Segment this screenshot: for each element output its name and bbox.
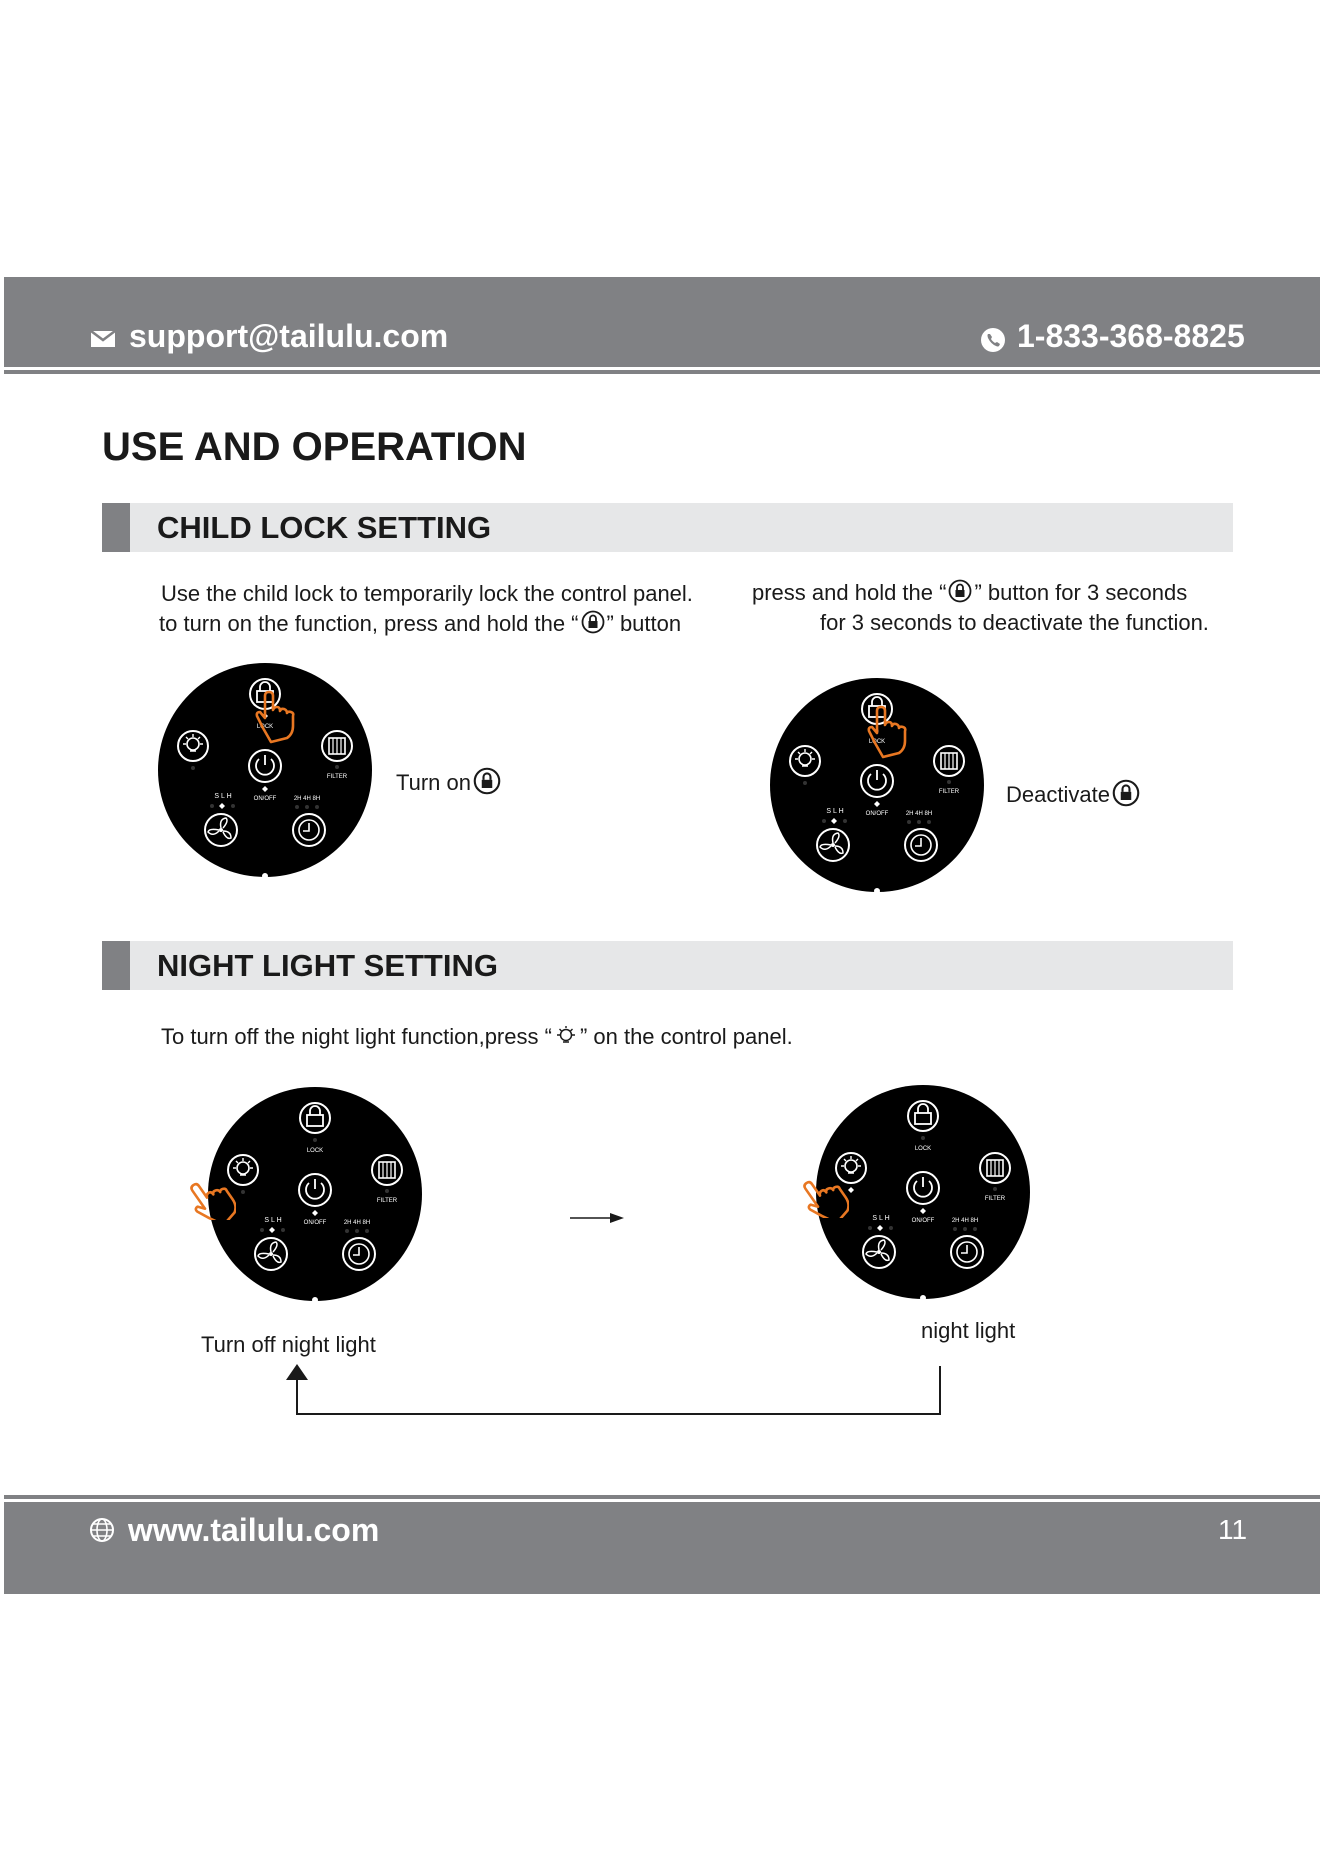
lock-icon — [1112, 779, 1140, 813]
globe-icon — [89, 1517, 115, 1548]
svg-text:ON/OFF: ON/OFF — [911, 1218, 935, 1224]
svg-text:FILTER: FILTER — [984, 1196, 1006, 1202]
page-title: USE AND OPERATION — [102, 425, 527, 469]
email-icon — [90, 329, 116, 354]
child-lock-right-line2: for 3 seconds to deactivate the function. — [820, 610, 1209, 635]
svg-text:ON/OFF: ON/OFF — [303, 1220, 327, 1226]
footer-rule — [4, 1495, 1320, 1499]
light-bulb-icon — [554, 1023, 578, 1053]
svg-text:LOCK: LOCK — [256, 724, 274, 730]
svg-text:S L H: S L H — [214, 793, 232, 800]
svg-text:FILTER: FILTER — [326, 774, 348, 780]
svg-text:LOCK: LOCK — [914, 1146, 932, 1152]
child-lock-title: CHILD LOCK SETTING — [157, 510, 492, 545]
hand-pointer-icon — [180, 1164, 236, 1225]
night-light-title: NIGHT LIGHT SETTING — [157, 948, 498, 983]
hand-pointer-icon — [793, 1162, 849, 1223]
lock-icon — [581, 610, 605, 640]
caption-deactivate: Deactivate — [1006, 779, 1142, 813]
child-lock-left-line2: to turn on the function, press and hold the “ ” button — [159, 610, 681, 640]
svg-text:LOCK: LOCK — [306, 1148, 324, 1154]
phone-icon — [980, 327, 1006, 358]
control-panel-lock-on — [157, 662, 373, 883]
caption-turn-on: Turn on — [396, 767, 503, 801]
support-email[interactable]: support@tailulu.com — [129, 318, 449, 354]
svg-text:LOCK: LOCK — [868, 739, 886, 745]
svg-text:FILTER: FILTER — [938, 789, 960, 795]
svg-text:FILTER: FILTER — [376, 1198, 398, 1204]
page-number: 11 — [1218, 1514, 1248, 1545]
website-link[interactable]: www.tailulu.com — [128, 1512, 380, 1548]
support-phone[interactable]: 1-833-368-8825 — [1017, 318, 1245, 354]
flow-arrow-right — [570, 1210, 626, 1231]
svg-text:ON/OFF: ON/OFF — [865, 811, 889, 817]
svg-text:ON/OFF: ON/OFF — [253, 796, 277, 802]
svg-text:S L H: S L H — [264, 1217, 282, 1224]
child-lock-left-line1: Use the child lock to temporarily lock the control panel. — [161, 581, 693, 606]
control-panel-night-light-press — [207, 1086, 423, 1307]
svg-text:2H 4H 8H: 2H 4H 8H — [951, 1218, 979, 1224]
svg-text:2H 4H 8H: 2H 4H 8H — [293, 796, 321, 802]
child-lock-right-line1: press and hold the “ ” button for 3 seconds — [752, 579, 1187, 609]
svg-text:S L H: S L H — [872, 1215, 890, 1222]
caption-turn-off-night-light: Turn off night light — [201, 1332, 376, 1357]
svg-text:S L H: S L H — [826, 808, 844, 815]
child-lock-section-marker — [102, 503, 130, 552]
night-light-section-marker — [102, 941, 130, 990]
flow-return-arrow — [280, 1364, 946, 1423]
svg-text:2H 4H 8H: 2H 4H 8H — [343, 1220, 371, 1226]
lock-icon — [948, 579, 972, 609]
caption-night-light: night light — [921, 1318, 1016, 1343]
lock-icon — [473, 767, 501, 801]
control-panel-lock-off — [769, 677, 985, 898]
svg-text:2H 4H 8H: 2H 4H 8H — [905, 811, 933, 817]
night-light-instruction: To turn off the night light function,press “ ” on the control panel. — [161, 1023, 793, 1053]
header-rule — [4, 370, 1320, 374]
